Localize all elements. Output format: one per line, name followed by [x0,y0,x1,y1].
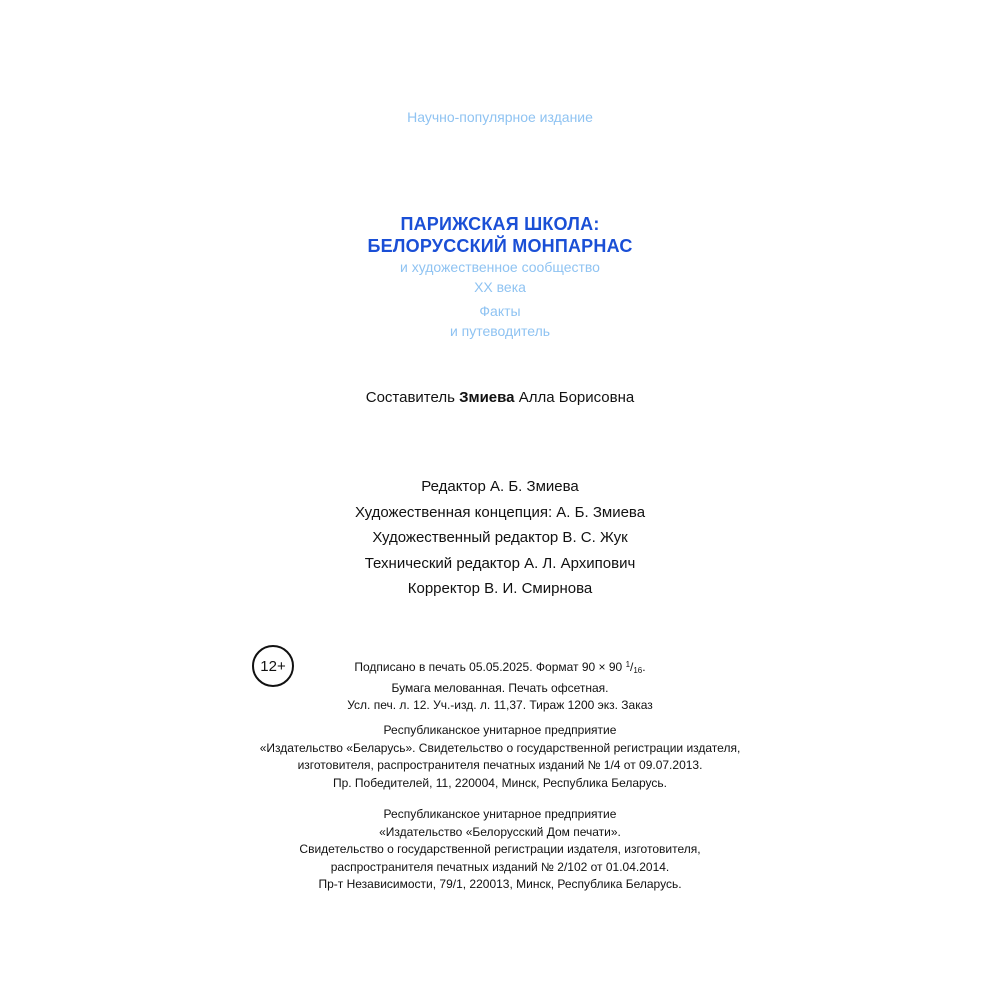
subtitle-line-2: XX века [474,279,526,295]
format-fraction: $^1/_{16}$ [625,660,643,675]
credit-editor: Редактор А. Б. Змиева [421,478,579,495]
publisher-line: изготовителя, распространителя печатных изданий № 1/4 от 09.07.2013. [297,758,703,773]
subtitle-line-3: Факты [479,303,521,319]
compiler-surname: Змиева [459,389,515,406]
credit-proofreader: Корректор В. И. Смирнова [407,580,593,597]
printer-line: распространителя печатных изданий № 2/102 от 01.04.2014. [330,859,670,874]
publisher-line: «Издательство «Беларусь». Свидетельство о государственной регистрации издателя, [259,740,741,755]
compiler-name: Алла Борисовна [518,389,635,406]
imprint-line-3: Усл. печ. л. 12. Уч.-изд. л. 11,37. Тираж 1200 экз. Заказ [347,698,653,712]
publisher-line: Республиканское унитарное предприятие [383,723,617,737]
credits-list [0,474,1000,602]
printer-line: Свидетельство о государственной регистрации издателя, изготовителя, [299,842,701,857]
title-block [0,213,1000,341]
subtitle-line-1: и художественное сообщество [400,259,600,275]
subtitle-line-4: и путеводитель [449,323,551,339]
compiler-prefix: Составитель [365,389,455,406]
publisher-line: Пр. Победителей, 11, 220004, Минск, Республика Беларусь. [332,775,668,790]
genre-label: Научно-популярное издание [407,109,593,125]
printer-block [0,806,1000,894]
imprint-line-2: Бумага мелованная. Печать офсетная. [391,680,609,695]
title-line-1: ПАРИЖСКАЯ ШКОЛА: [400,214,600,234]
age-rating-badge: 12+ [252,645,294,687]
credit-art-editor: Художественный редактор В. С. Жук [372,529,628,546]
fraction-numerator: 1 [625,660,631,669]
fraction-denominator: 16 [633,666,643,675]
printer-line: «Издательство «Белорусский Дом печати». [379,824,621,839]
imprint-format: Подписано в печать 05.05.2025. Формат 90 × 90 [354,660,626,674]
publisher-block [0,722,1000,792]
printer-line: Республиканское унитарное предприятие [383,807,617,821]
printer-line: Пр-т Независимости, 79/1, 220013, Минск, Республика Беларусь. [318,877,682,892]
imprint-line-1-end: . [642,660,646,674]
imprint-line-1 [300,656,700,680]
credit-tech-editor: Технический редактор А. Л. Архипович [364,554,636,572]
imprint-block [300,656,700,715]
credit-art-concept: Художественная концепция: А. Б. Змиева [354,503,646,521]
title-line-2: БЕЛОРУССКИЙ МОНПАРНАС [367,236,633,256]
compiler-line [0,389,1000,406]
